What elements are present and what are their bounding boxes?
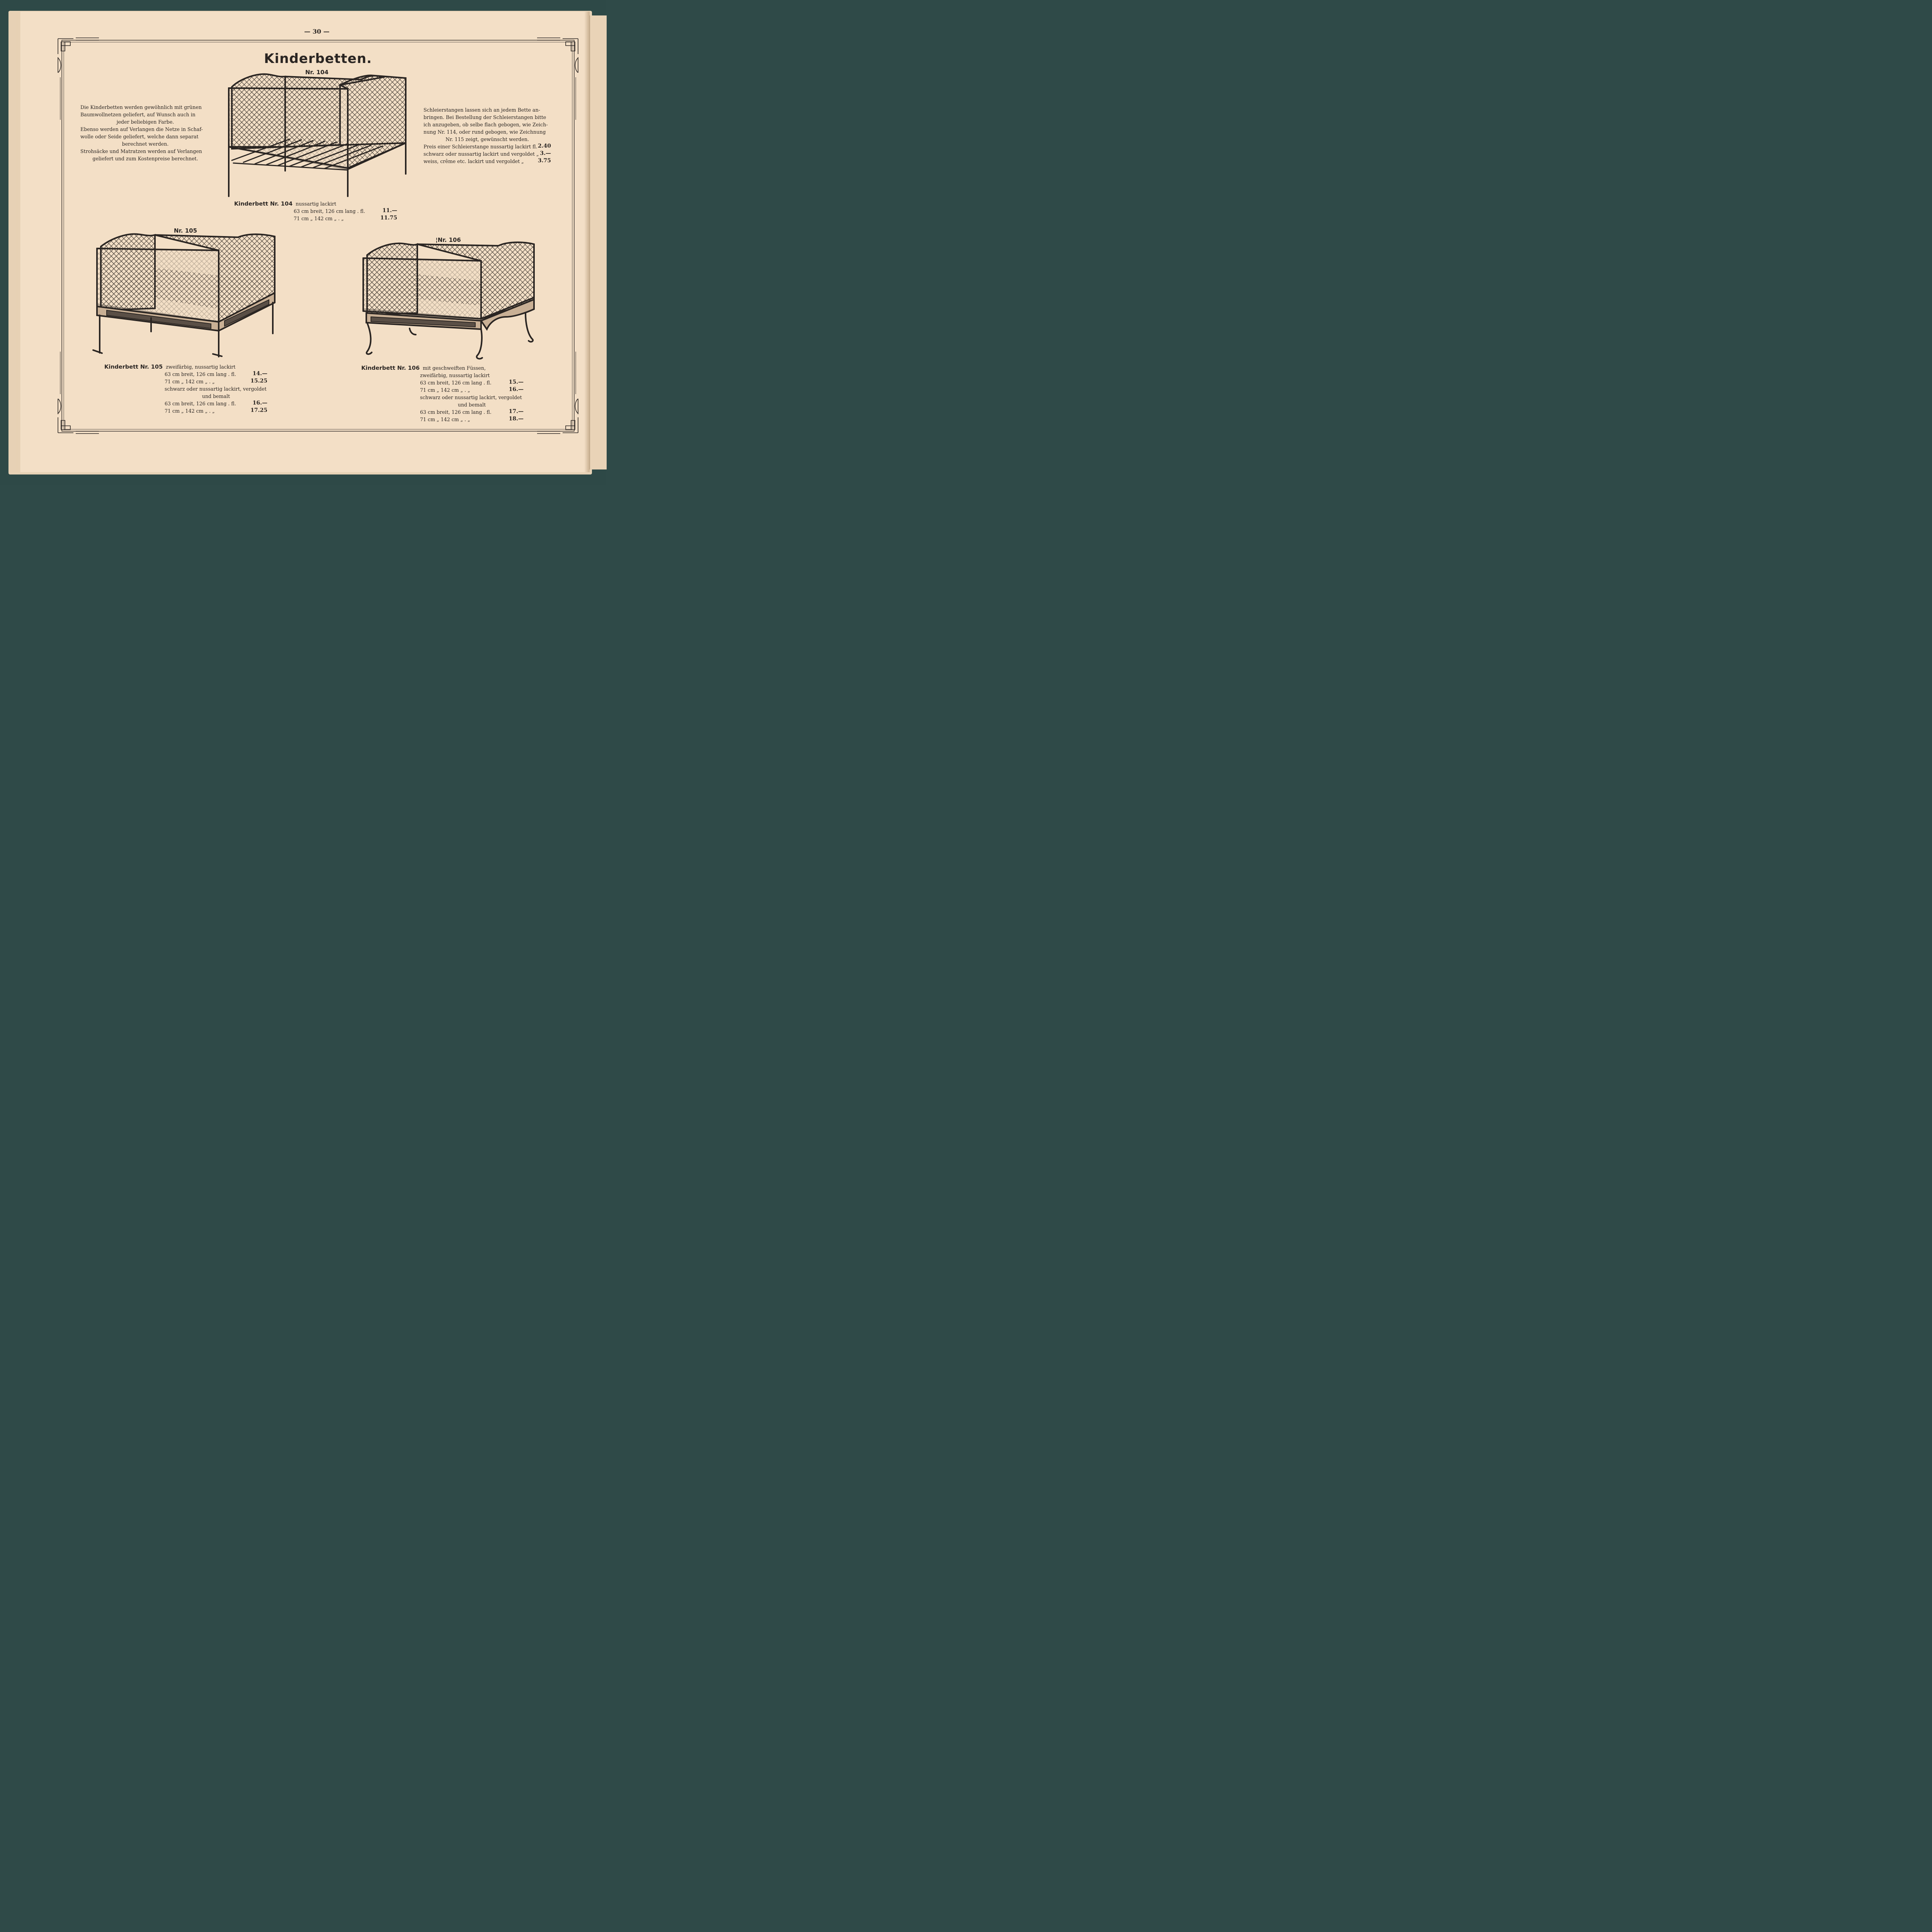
size-text: 71 cm „ 142 cm „ . „ [165,408,215,414]
intro-line: geliefert und zum Kostenpreise berechnet. [92,156,198,162]
bed-106-label: ¦Nr. 106 [435,236,461,243]
size-row [165,400,267,407]
price-row [423,158,551,165]
size-price: 16.— [509,386,524,393]
size-row [294,215,397,222]
desc-line: schwarz oder nussartig lackirt, vergoldet [165,386,267,392]
size-row [294,207,397,215]
intro-line: Schleierstangen lassen sich an jedem Bette an- [423,107,540,113]
desc-line: schwarz oder nussartig lackirt, vergoldet [420,395,522,400]
bed-105-illustration [91,231,278,360]
intro-line: Nr. 115 zeigt, gewünscht werden. [445,136,529,142]
intro-line: Strohsäcke und Matratzen werden auf Verlangen [80,148,202,154]
size-price: 16.— [252,400,267,406]
size-price: 15.25 [250,378,267,384]
intro-line: nung Nr. 114, oder rund gebogen, wie Zeichnung [423,129,546,135]
bed-105-info [104,363,274,415]
intro-line: Baumwollnetzen geliefert, auf Wunsch auch in [80,112,196,117]
intro-line: jeder beliebigen Farbe. [116,119,174,125]
intro-right [423,106,551,165]
size-price: 11.75 [380,215,397,221]
intro-line: Die Kinderbetten werden gewöhnlich mit grünen [80,104,202,110]
size-text: 63 cm breit, 126 cm lang . fl. [165,371,236,377]
size-text: 63 cm breit, 126 cm lang . fl. [294,208,365,214]
bed-106-info [361,364,531,423]
size-price: 18.— [509,416,524,422]
size-text: 63 cm breit, 126 cm lang . fl. [165,401,236,406]
size-price: 11.— [382,207,397,214]
size-text: 63 cm breit, 126 cm lang . fl. [420,380,492,386]
size-row [420,408,524,416]
price-text: Preis einer Schleierstange nussartig lackirt fl. [423,144,537,150]
price-value: 3.75 [537,158,551,164]
bed-105-desc: zweifärbig, nussartig lackirt [166,364,236,370]
size-row [420,416,524,423]
intro-left [80,104,210,162]
price-value: 3.— [540,150,551,156]
bed-104-label: Nr. 104 [305,69,329,76]
bed-105-label: Nr. 105 [173,227,197,234]
size-price: 17.— [509,408,524,415]
price-row [423,143,551,150]
size-price: 15.— [509,379,524,385]
bed-105-name: Kinderbett Nr. 105 [104,364,163,370]
size-row [165,378,267,385]
bed-104-desc: nussartig lackirt [296,201,337,207]
price-text: weiss, crême etc. lackirt und vergoldet „ [423,158,524,164]
bed-104-name: Kinderbett Nr. 104 [234,201,293,207]
size-text: 71 cm „ 142 cm „ . „ [165,379,215,384]
size-text: 63 cm breit, 126 cm lang . fl. [420,409,492,415]
size-text: 71 cm „ 142 cm „ . „ [294,216,344,221]
bed-104-illustration [224,70,410,199]
bed-106-name: Kinderbett Nr. 106 [361,365,420,371]
desc-line: zweifärbig, nussartig lackirt [420,372,490,378]
size-row [165,407,267,415]
size-text: 71 cm „ 142 cm „ . „ [420,417,470,422]
size-row [165,371,267,378]
intro-line: ich anzugeben, ob selbe flach gebogen, wie Zeich- [423,122,548,128]
bed-106-illustration [359,240,539,362]
size-text: 71 cm „ 142 cm „ . „ [420,387,470,393]
bed-106-desc: mit geschweiften Füssen, [423,365,486,371]
intro-line: Ebenso werden auf Verlangen die Netze in Schaf- [80,126,203,132]
price-row [423,150,551,158]
bed-104-info [234,200,404,222]
intro-line: bringen. Bei Bestellung der Schleierstangen bitte [423,114,546,120]
size-price: 17.25 [250,407,267,413]
desc-line: und bemalt [202,393,230,399]
page-title: Kinderbetten. [264,51,372,66]
intro-line: wolle oder Seide geliefert, welche dann separat [80,134,199,139]
size-price: 14.— [252,371,267,377]
size-row [420,386,524,394]
page-number: — 30 — [304,28,330,35]
intro-line: berechnet werden. [122,141,169,147]
price-value: 2.40 [537,143,551,149]
desc-line: und bemalt [457,402,486,408]
price-text: schwarz oder nussartig lackirt und vergoldet „ [423,151,539,157]
size-row [420,379,524,386]
